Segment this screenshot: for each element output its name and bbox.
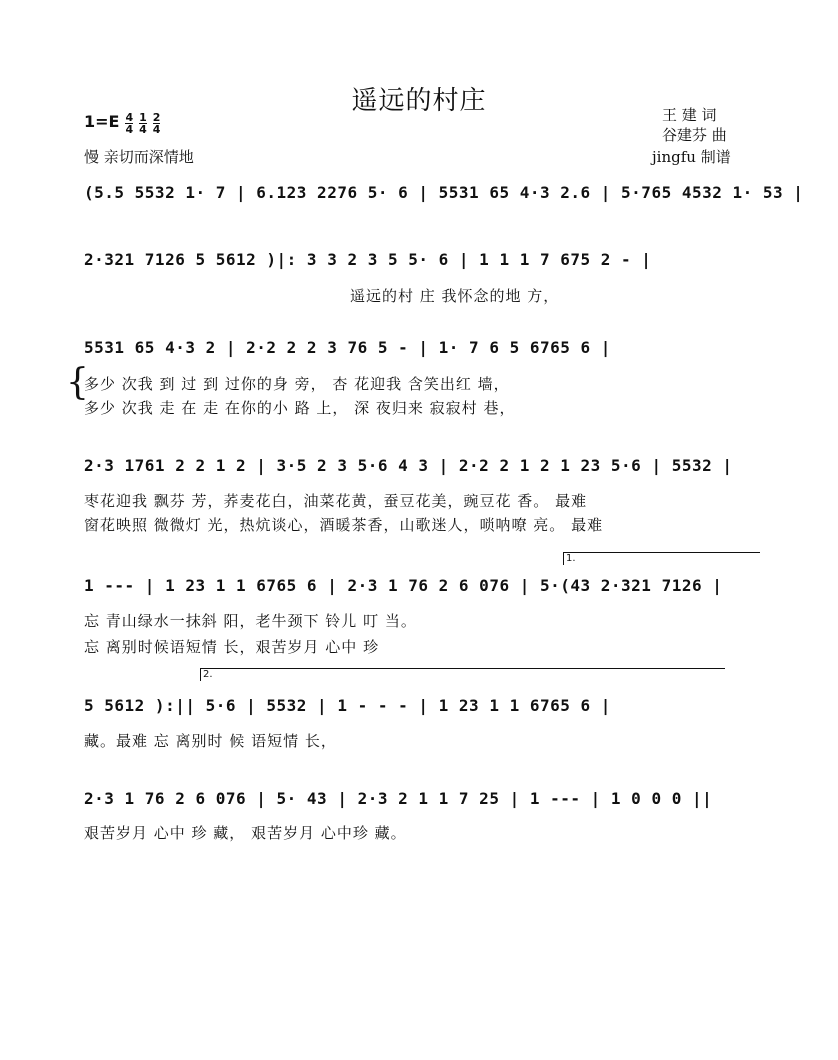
lyric-row-4-verse-1: 枣花迎我 飘芬 芳，荞麦花白，油菜花黄，蚕豆花美，豌豆花 香。 最难 [84,492,588,510]
second-ending-bracket [200,668,725,681]
time-signature-3: $\frac{2}{4}$ [152,111,161,136]
lyric-row-5-verse-1: 忘 青山绿水一抹斜 阳，老牛颈下 铃儿 叮 当。 [84,612,417,630]
verse-brace: { [66,362,89,403]
composer-credit: 谷建芬 曲 [662,126,727,144]
time-signature-2: $\frac{1}{4}$ [139,111,147,136]
lyric-row-4-verse-2: 窗花映照 微微灯 光，热炕谈心，酒暖茶香，山歌迷人，唢呐嘹 亮。 最难 [84,516,604,534]
time-signature-1: $\frac{4}{4}$ [125,111,134,136]
music-row-6: 5 5612 ):|| 5·6 | 5532 | 1 - - - | 1 23 1 1 6765 6 | [84,696,611,715]
lyric-row-5-verse-2: 忘 离别时候语短情 长，艰苦岁月 心中 珍 [84,638,380,656]
arranger-credit: jingfu 制谱 [652,148,731,166]
lyric-row-6: 藏。最难 忘 离别时 候 语短情 长， [84,732,337,750]
music-row-2: 2·321 7126 5 5612 )|: 3 3 2 3 5 5· 6 | 1 1 1 7 675 2 - | [84,250,652,269]
tempo-marking: 慢 亲切而深情地 [84,148,194,166]
music-row-4: 2·3 1761 2 2 1 2 | 3·5 2 3 5·6 4 3 | 2·2 2 1 2 1 23 5·6 | 5532 | [84,456,733,475]
lyric-row-2: 遥远的村 庄 我怀念的地 方， [350,287,560,305]
song-title: 遥远的村庄 [351,86,487,116]
music-row-7: 2·3 1 76 2 6 076 | 5· 43 | 2·3 2 1 1 7 25 | 1 --- | 1 0 0 0 || [84,789,713,808]
music-row-1: (5.5 5532 1· 7 | 6.123 2276 5· 6 | 5531 65 4·3 2.6 | 5·765 4532 1· 53 | [84,183,804,202]
lyric-row-7: 艰苦岁月 心中 珍 藏， 艰苦岁月 心中珍 藏。 [84,824,407,842]
lyricist-credit: 王 建 词 [662,106,717,124]
lyric-row-3-verse-2: 多少 次我 走 在 走 在你的小 路 上， 深 夜归来 寂寂村 巷， [84,399,516,417]
lyric-row-3-verse-1: 多少 次我 到 过 到 过你的身 旁， 杏 花迎我 含笑出红 墙， [84,375,510,393]
first-ending-bracket [563,552,760,565]
key-signature: 1=E [84,112,120,132]
music-row-3: 5531 65 4·3 2 | 2·2 2 2 3 76 5 - | 1· 7 6 5 6765 6 | [84,338,611,357]
first-ending-label: 1. [566,553,576,564]
music-row-5: 1 --- | 1 23 1 1 6765 6 | 2·3 1 76 2 6 076 | 5·(43 2·321 7126 | [84,576,723,595]
key-signature-block [84,112,160,135]
second-ending-label: 2. [203,669,213,680]
